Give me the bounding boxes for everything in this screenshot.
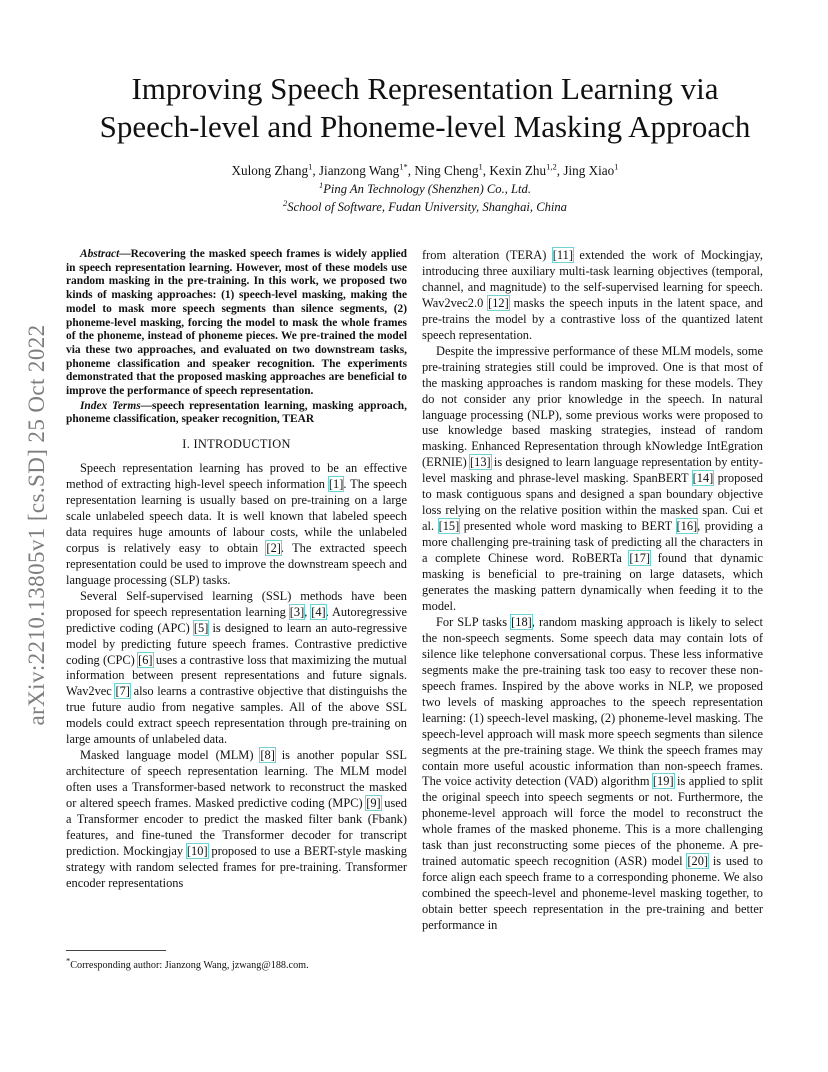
author-affil-mark: 1,2 <box>546 161 557 172</box>
citation-link[interactable]: [ 15 ] <box>439 519 460 533</box>
paragraph-text: masks the speech inputs in the latent space, and pre-trains the model by a contrastive loss of the quantized latent speech representation. <box>422 295 763 342</box>
paragraph <box>66 748 407 892</box>
paragraph-text: is designed to learn an auto-regressive model by predicting future speech frames. Contrastive predictive coding (CPC) <box>66 620 407 667</box>
title-line-2: Speech-level and Phoneme-level Masking Approach <box>99 109 751 144</box>
left-column <box>66 248 407 892</box>
paragraph <box>422 615 763 934</box>
paragraph-text: For SLP tasks <box>436 614 512 629</box>
author-list: Xulong Zhang$^1$, Jianzong Wang$^{1*}$, Ning Cheng$^1$, Kexin Zhu$^{1,2}$, Jing Xiao$^1$ <box>231 161 619 178</box>
paragraph-text: , random masking approach is likely to select the non-speech segments. Some speech data may contain lots of silence like telephone conversational corpus. These less informative segments make the pre-training task too easy to recover these non-speech frames. Inspired by the above works in NLP, we proposed two levels of masking approaches to the speech representation learning: (1) speech-level masking, (2) phoneme-level masking. The speech-level approach will mask more speech segments than silence segments at the pre-training stage. We think the speech frames may contain more useful acoustic information than non-speech frames. The voice activity detection (VAD) algorithm <box>422 614 763 789</box>
footnote-divider <box>66 950 166 951</box>
affiliation-mark: 2 <box>283 197 288 208</box>
section-heading: I. INTRODUCTION <box>182 437 291 452</box>
right-column <box>422 248 763 934</box>
title-line-1: Improving Speech Representation Learning via <box>131 71 719 106</box>
affiliation-2 <box>60 199 790 215</box>
paragraph-text: , <box>304 604 312 619</box>
affiliation-1 <box>60 181 790 197</box>
paragraph <box>66 461 407 589</box>
arxiv-sidebar-stamp <box>24 290 50 760</box>
citation-link[interactable]: [ 11 ] <box>553 248 573 262</box>
citation-link[interactable]: [ 7 ] <box>115 684 129 698</box>
footnote-mark: * <box>66 955 71 966</box>
citation-link[interactable]: [ 17 ] <box>629 551 650 565</box>
paragraph-text: uses a contrastive loss that maximizing the mutual information between present representations and future signals. Wav2vec <box>66 652 407 699</box>
affiliation-text: Ping An Technology (Shenzhen) Co., Ltd. <box>323 182 532 196</box>
paragraph-text: Masked language model (MLM) <box>80 748 261 763</box>
citation-link[interactable]: [ 2 ] <box>266 541 280 555</box>
paragraph-text: from alteration (TERA) <box>422 248 553 262</box>
author-affil-mark: 1* <box>399 161 408 172</box>
citation-link[interactable]: [ 12 ] <box>488 296 509 310</box>
paragraph <box>66 589 407 749</box>
paragraph-text: is used to force align each speech frame to a corresponding phoneme. We also combined the speech-level and phoneme-level masking together, to obtain better speech representation in the pre-training and better performance in <box>422 854 763 933</box>
citation-link[interactable]: [ 14 ] <box>693 471 714 485</box>
paragraph-text: . The extracted speech representation could be used to improve the downstream speech and language processing (SLP) tasks. <box>66 540 408 587</box>
abstract-label: Abstract <box>80 248 120 260</box>
citation-link[interactable]: [ 19 ] <box>653 774 674 788</box>
paragraph-text: found that dynamic masking is beneficial to pre-training on large datasets, which generates the masking pattern dynamically when feeding it to the model. <box>422 551 763 613</box>
citation-link[interactable]: [ 5 ] <box>194 621 208 635</box>
author-affil-mark: 1 <box>308 161 313 172</box>
citation-link[interactable]: [ 4 ] <box>311 605 325 619</box>
citation-link[interactable]: [ 18 ] <box>511 615 532 629</box>
footnote-text: Corresponding author: Jianzong Wang, jzwang@188.com. <box>70 960 309 971</box>
affiliation-text: School of Software, Fudan University, Shanghai, China <box>287 200 567 214</box>
paragraph-text: , providing a more challenging pre-training task of predicting all the characters in a complete Chinese word. RoBERTa <box>422 519 764 566</box>
paragraph <box>422 344 763 615</box>
paragraph-text: also learns a contrastive objective that distinguishs the true future audio from negative samples. All of the above SSL models could extract speech representation through pre-training on large amounts of unlabeled data. <box>66 684 407 747</box>
citation-link[interactable]: [ 20 ] <box>687 854 708 868</box>
paper-title <box>60 70 790 146</box>
paragraph-text: is another popular SSL architecture of speech representation learning. The MLM model often uses a Transformer-based network to reconstruct the masked or altered speech frames. Masked predictive coding (MPC) <box>66 748 408 811</box>
paragraph-text: . The speech representation learning is usually based on pre-training on a large scale unlabeled speech data. It is well known that labeled speech data requires huge amounts of labour costs, while the unlabeled corpus is relatively easy to obtain <box>66 477 408 555</box>
abstract <box>66 248 407 399</box>
paragraph <box>422 248 763 344</box>
author-name: Jing Xiao <box>563 163 615 178</box>
index-terms <box>66 400 407 427</box>
paragraph-text: is designed to learn language representation by entity-level masking and phrase-level masking. SpanBERT <box>422 455 763 486</box>
citation-link[interactable]: [ 10 ] <box>187 844 208 858</box>
abstract-text: —Recovering the masked speech frames is widely applied in speech representation learning. However, most of these models use random masking in the pre-training. In this work, we proposed two kinds of masking approaches: (1) speech-level masking, making the model to mask more speech segments than silence segments, (2) phoneme-level masking, forcing the model to mask the whole frames of the phoneme, instead of phoneme pieces. We pre-trained the model via these two approaches, and evaluated on two downstream tasks, phoneme classification and speaker recognition. The experiments demonstrated that the proposed masking approaches are beneficial to improve the performance of speech representation. <box>66 248 407 398</box>
citation-link[interactable]: [ 16 ] <box>677 519 698 533</box>
author-name: Xulong Zhang <box>231 163 309 178</box>
arxiv-identifier: arXiv:2210.13805v1 [cs.SD] 25 Oct 2022 <box>24 324 49 726</box>
index-terms-text: —speech representation learning, masking approach, phoneme classification, speaker recognition, TEAR <box>66 399 407 426</box>
citation-link[interactable]: [ 3 ] <box>290 605 304 619</box>
author-affil-mark: 1 <box>478 161 483 172</box>
paragraph-text: extended the work of Mockingjay, introducing three auxiliary multi-task learning objectives (temporal, channel, and magnitude) to the self-supervised learning for speech. Wav2vec2.0 <box>422 248 763 310</box>
index-terms-label: Index Terms <box>80 399 141 412</box>
citation-link[interactable]: [ 1 ] <box>329 477 343 491</box>
citation-link[interactable]: [ 9 ] <box>366 796 380 810</box>
paragraph-text: proposed to mask contiguous spans and designed a span boundary objective loss relying on the relative position within the masked span. Cui et al. <box>422 471 763 534</box>
author-name: Ning Cheng <box>414 163 479 178</box>
paragraph-text: presented whole word masking to BERT <box>459 519 677 534</box>
citation-link[interactable]: [ 13 ] <box>470 455 491 469</box>
affiliation-mark: 1 <box>318 179 324 190</box>
author-name: Jianzong Wang <box>318 163 400 178</box>
footnote <box>66 955 407 971</box>
author-name: Kexin Zhu <box>489 163 547 178</box>
author-affil-mark: 1 <box>614 161 619 172</box>
paragraph-text: proposed to use a BERT-style masking strategy with random selected frames for pre-training. Transformer encoder representations <box>66 843 408 890</box>
citation-link[interactable]: [ 8 ] <box>260 748 274 762</box>
paragraph-text: Despite the impressive performance of these MLM models, some pre-training strategies still could be improved. One is that most of the masking approaches is random masking for these models. They do not consider any prior knowledge in the speech. In natural language processing (NLP), some previous works were proposed to use knowledge based masking strategies, instead of random masking. Enhanced Representation through kNowledge IntEgration (ERNIE) <box>422 343 763 470</box>
paragraph-text: is applied to split the original speech into speech segments or not. Furthermore, the phoneme-level approach will force the model to reconstruct the whole frames of the masked phoneme. This is a more challenging task than just reconstructing some pieces of the phoneme. A pre-trained automatic speech recognition (ASR) model <box>422 774 763 869</box>
paragraph-text: used a Transformer encoder to predict the masked filter bank (Fbank) features, and fine-tuned the Transformer decoder for transcript prediction. Mockingjay <box>66 796 407 858</box>
paragraph-text: . Autoregressive predictive coding (APC) <box>66 604 407 635</box>
paragraph-text: Speech representation learning has proved to be an effective method of extracting high-level speech information <box>66 461 407 492</box>
citation-link[interactable]: [ 6 ] <box>138 653 152 667</box>
paragraph-text: Several Self-supervised learning (SSL) methods have been proposed for speech representation learning <box>66 588 407 619</box>
